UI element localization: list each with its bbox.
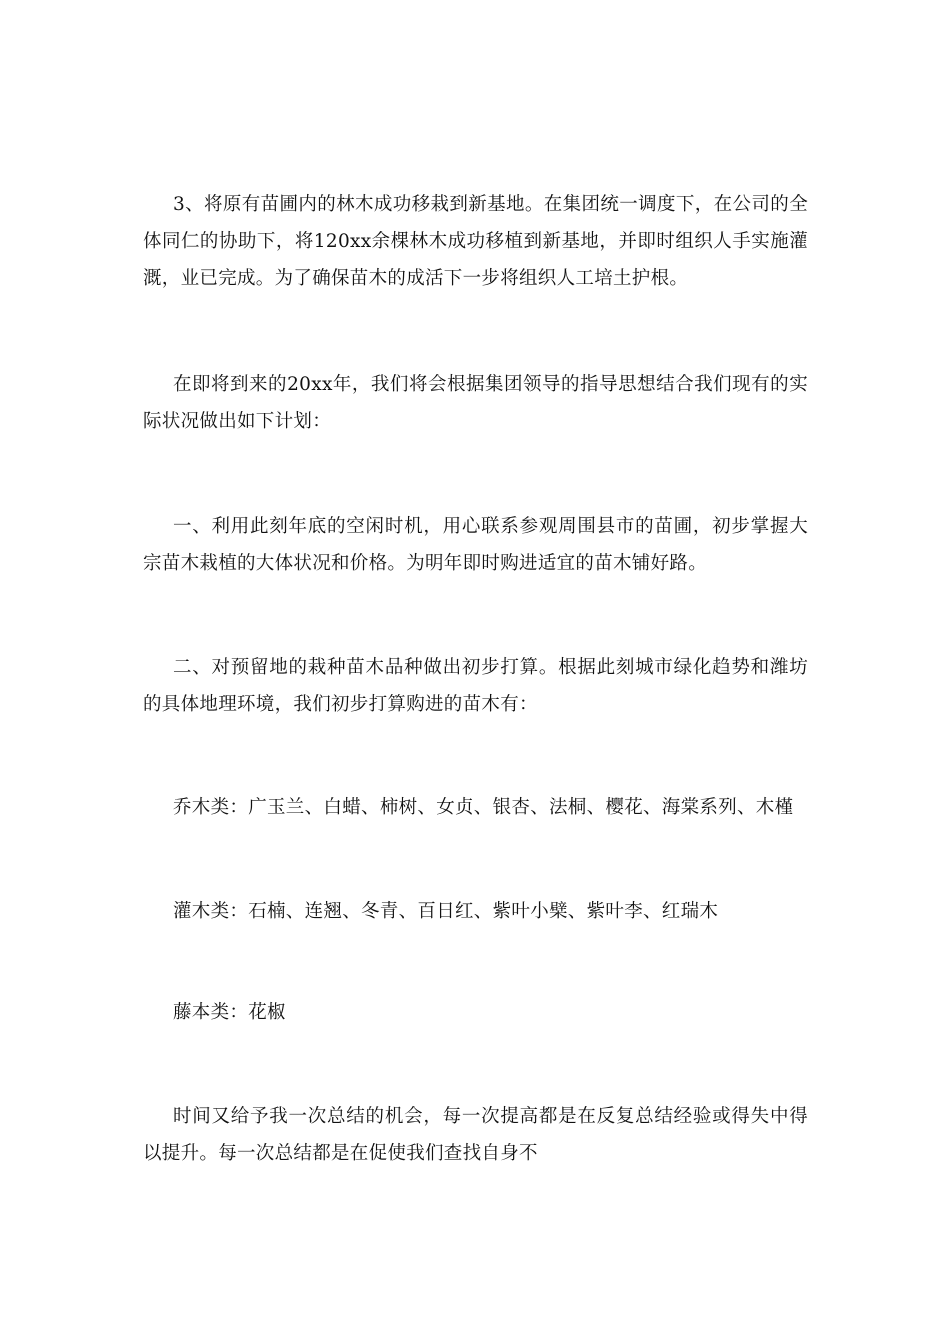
paragraph-transplant-completed: 3、将原有苗圃内的林木成功移栽到新基地。在集团统一调度下，在公司的全体同仁的协助下，将120xx余棵林木成功移植到新基地，并即时组织人手实施灌溉，业已完成。为了确保苗木的成活下一步将组织人工培土护根。: [143, 194, 808, 289]
paragraph-shrub-species: 灌木类：石楠、连翘、冬青、百日红、紫叶小檗、紫叶李、红瑞木: [173, 901, 719, 922]
paragraph-vine-species: 藤本类：花椒: [173, 1002, 286, 1023]
paragraph-plan-item-one: 一、利用此刻年底的空闲时机，用心联系参观周围县市的苗圃，初步掌握大宗苗木栽植的大体状况和价格。为明年即时购进适宜的苗木铺好路。: [143, 516, 808, 574]
paragraph-plan-item-two: 二、对预留地的栽种苗木品种做出初步打算。根据此刻城市绿化趋势和潍坊的具体地理环境，我们初步打算购进的苗木有：: [143, 657, 808, 715]
paragraph-plan-intro: 在即将到来的20xx年，我们将会根据集团领导的指导思想结合我们现有的实际状况做出如下计划：: [143, 374, 808, 432]
paragraph-tree-species: 乔木类：广玉兰、白蜡、柿树、女贞、银杏、法桐、樱花、海棠系列、木槿: [173, 797, 794, 818]
paragraph-summary: 时间又给予我一次总结的机会，每一次提高都是在反复总结经验或得失中得以提升。每一次总结都是在促使我们查找自身不: [143, 1106, 808, 1164]
